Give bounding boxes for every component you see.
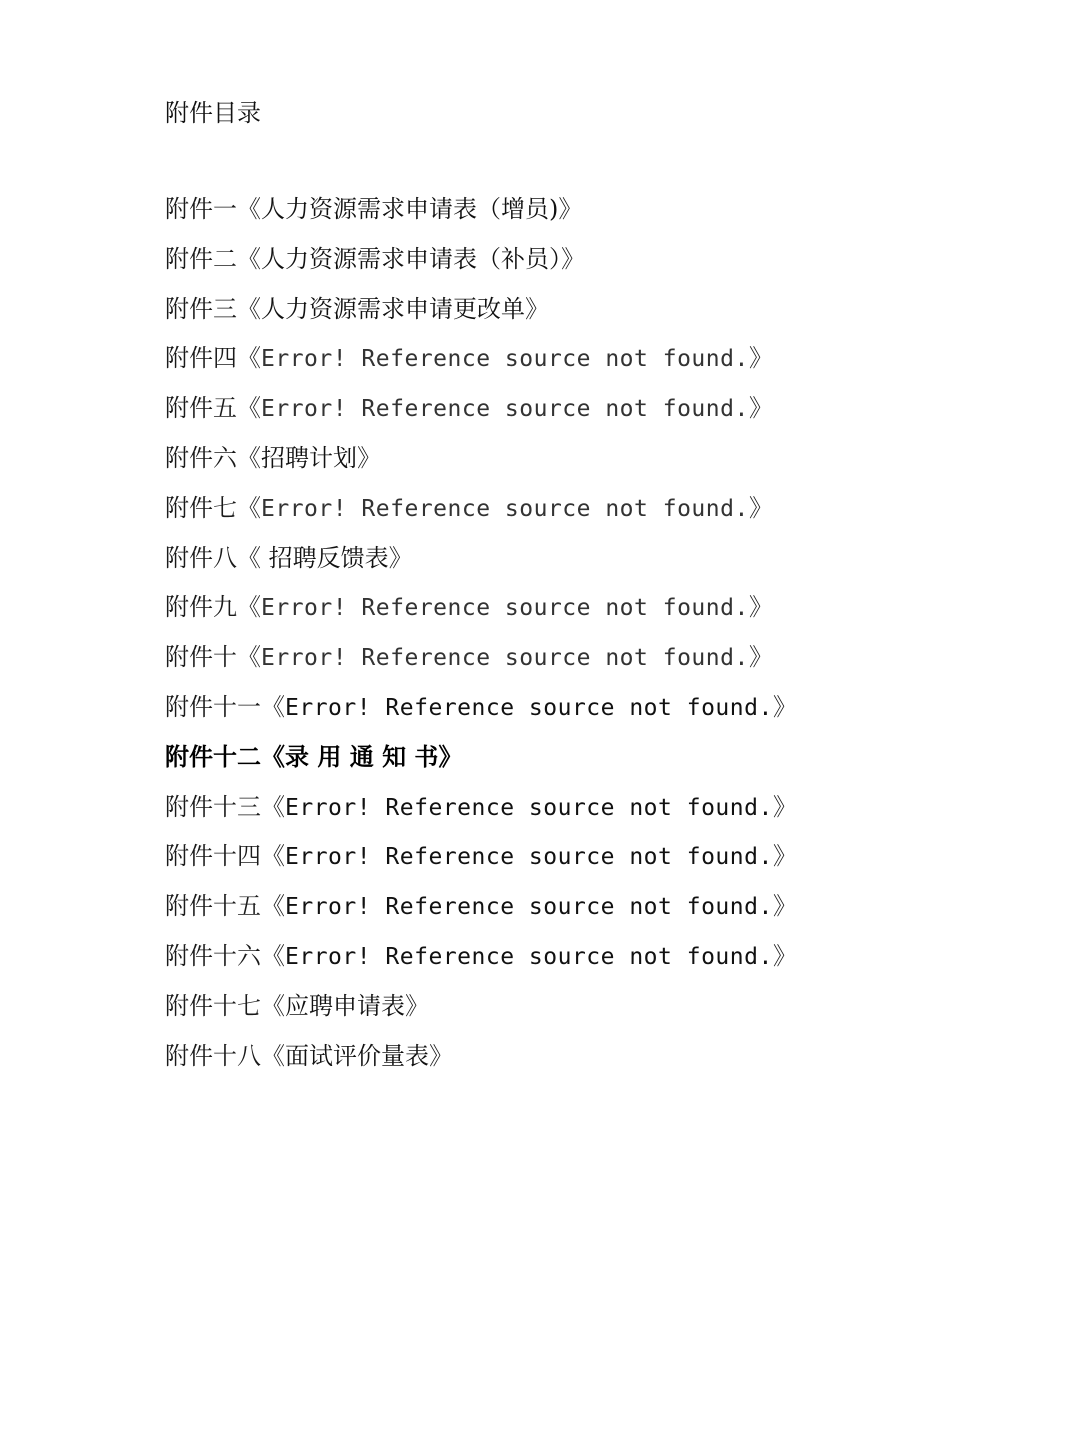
attachment-item [165, 939, 797, 989]
attachment-label: 附件十 [165, 643, 237, 672]
title-open-bracket: 《 [237, 593, 261, 622]
attachment-item [165, 341, 797, 391]
attachment-item [165, 740, 797, 790]
attachment-name: 人力资源需求申请更改单 [261, 294, 525, 323]
attachment-item [165, 441, 797, 491]
title-close-bracket: 》 [525, 294, 549, 323]
attachment-label: 附件十八 [165, 1041, 261, 1070]
title-close-bracket: 》 [748, 394, 773, 423]
attachment-name: 人力资源需求申请表（补员） [261, 244, 561, 273]
attachment-label: 附件九 [165, 593, 237, 622]
attachment-item [165, 690, 797, 740]
attachment-name: Error! Reference source not found. [261, 495, 749, 522]
attachment-name: Error! Reference source not found. [261, 645, 749, 672]
attachment-label: 附件十四 [165, 842, 261, 871]
attachment-item [165, 1039, 797, 1089]
title-close-bracket: 》 [772, 842, 797, 871]
attachment-label: 附件一 [165, 195, 237, 223]
title-open-bracket: 《 [237, 443, 261, 472]
attachment-item [165, 989, 797, 1039]
title-close-bracket: 》 [748, 593, 773, 622]
title-open-bracket: 《 [237, 493, 261, 522]
attachment-name: 人力资源需求申请表（增员) [261, 195, 559, 223]
attachment-name: Error! Reference source not found. [285, 844, 773, 871]
attachment-item [165, 640, 797, 690]
title-open-bracket: 《 [237, 344, 261, 373]
attachment-label: 附件五 [165, 394, 237, 423]
attachment-label: 附件六 [165, 443, 237, 472]
attachment-label: 附件十三 [165, 792, 261, 821]
attachment-item [165, 889, 797, 939]
attachment-item [165, 292, 797, 342]
title-open-bracket: 《 [237, 195, 261, 223]
document-title: 附件目录 [165, 99, 261, 127]
title-open-bracket: 《 [261, 892, 285, 921]
attachment-label: 附件八 [165, 543, 237, 572]
attachment-name: Error! Reference source not found. [261, 346, 749, 373]
attachment-name: Error! Reference source not found. [285, 694, 773, 721]
title-open-bracket: 《 [261, 941, 285, 970]
attachment-name: 应聘申请表 [285, 991, 405, 1020]
title-close-bracket: 》 [429, 1041, 453, 1070]
title-open-bracket: 《 [261, 842, 285, 871]
title-close-bracket: 》 [772, 892, 797, 921]
title-close-bracket: 》 [748, 493, 773, 522]
title-close-bracket: 》 [438, 741, 463, 771]
attachment-name: Error! Reference source not found. [285, 894, 773, 921]
title-open-bracket: 《 [237, 394, 261, 423]
attachment-item [165, 590, 797, 640]
title-open-bracket: 《 [237, 643, 261, 672]
attachment-item [165, 541, 797, 591]
title-open-bracket: 《 [261, 792, 285, 821]
title-open-bracket: 《 [237, 543, 261, 572]
attachment-label: 附件七 [165, 493, 237, 522]
title-open-bracket: 《 [237, 244, 261, 273]
attachment-item [165, 491, 797, 541]
attachment-label: 附件十六 [165, 941, 261, 970]
title-close-bracket: 》 [772, 692, 797, 721]
attachment-item [165, 790, 797, 840]
attachment-name: Error! Reference source not found. [285, 794, 773, 821]
attachment-item [165, 192, 797, 242]
attachment-list [165, 192, 797, 1088]
attachment-name: 招聘反馈表 [261, 543, 389, 572]
attachment-name: Error! Reference source not found. [261, 595, 749, 622]
attachment-item [165, 242, 797, 292]
title-close-bracket: 》 [748, 344, 773, 373]
attachment-name: Error! Reference source not found. [261, 396, 749, 423]
title-close-bracket: 》 [748, 643, 773, 672]
attachment-item [165, 391, 797, 441]
attachment-label: 附件十一 [165, 692, 261, 721]
title-open-bracket: 《 [261, 1041, 285, 1070]
title-open-bracket: 《 [261, 741, 285, 771]
title-close-bracket: 》 [357, 443, 381, 472]
attachment-name: 招聘计划 [261, 443, 357, 472]
attachment-label: 附件二 [165, 244, 237, 273]
attachment-label: 附件十七 [165, 991, 261, 1020]
attachment-name: Error! Reference source not found. [285, 943, 773, 970]
attachment-label: 附件三 [165, 294, 237, 323]
attachment-label: 附件四 [165, 344, 237, 373]
attachment-name: 面试评价量表 [285, 1041, 429, 1070]
attachment-item [165, 839, 797, 889]
title-close-bracket: 》 [388, 543, 413, 572]
title-close-bracket: 》 [558, 195, 583, 223]
title-open-bracket: 《 [261, 991, 285, 1020]
title-open-bracket: 《 [261, 692, 285, 721]
title-close-bracket: 》 [772, 792, 797, 821]
title-close-bracket: 》 [772, 941, 797, 970]
attachment-label: 附件十五 [165, 892, 261, 921]
title-close-bracket: 》 [405, 991, 429, 1020]
attachment-label: 附件十二 [165, 741, 261, 771]
title-open-bracket: 《 [237, 294, 261, 323]
attachment-name: 录 用 通 知 书 [285, 741, 439, 771]
title-close-bracket: 》 [561, 244, 585, 273]
